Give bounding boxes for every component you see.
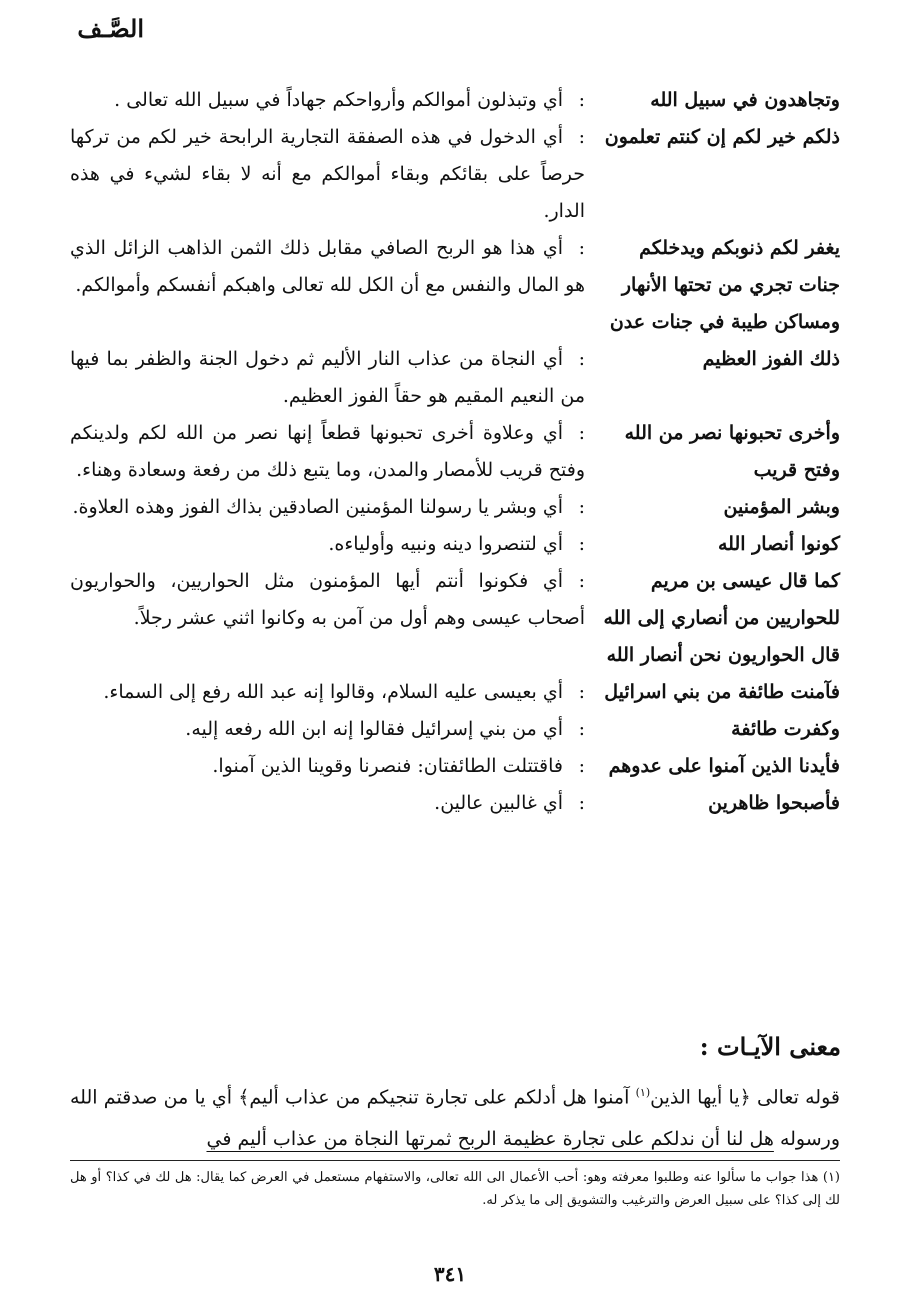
glossary-term-line: وفتح قريب <box>753 459 840 481</box>
glossary-term <box>585 230 840 341</box>
body-text-part-2: آمنوا هل أدلكم على تجارة تنجيكم من عذاب أليم﴾ أي يا من صدقتم الله ورسوله <box>70 1086 840 1151</box>
glossary-term <box>585 82 840 119</box>
glossary-term-line: فآمنت طائفة من بني اسرائيل <box>604 681 840 703</box>
glossary-entry <box>70 563 840 637</box>
glossary-term <box>585 489 840 526</box>
glossary-definition-text: أي غالبين عالين. <box>434 792 563 814</box>
glossary-definition <box>70 415 585 489</box>
glossary-definition <box>70 230 585 341</box>
glossary-entry <box>70 415 840 489</box>
glossary-term <box>585 415 840 489</box>
glossary-colon: : <box>578 237 585 259</box>
footnote-divider <box>70 1160 840 1161</box>
glossary-entry <box>70 785 840 822</box>
glossary-definition-text: أي بعيسى عليه السلام، وقالوا إنه عبد الله رفع إلى السماء. <box>103 681 563 703</box>
glossary-colon: : <box>578 681 585 703</box>
glossary-definition <box>70 748 585 785</box>
glossary-colon: : <box>578 126 585 148</box>
glossary-definition-text: أي فكونوا أنتم أيها المؤمنون مثل الحواريين، والحواريون أصحاب عيسى وهم أول من آمن به وكانوا اثني عشر رجلاً. <box>70 570 585 629</box>
glossary-definition-text: أي وتبذلون أموالكم وأرواحكم جهاداً في سبيل الله تعالى . <box>114 89 563 111</box>
glossary-entry <box>70 341 840 415</box>
glossary-definition <box>70 674 585 711</box>
glossary-colon: : <box>578 718 585 740</box>
glossary-definition-text: أي الدخول في هذه الصفقة التجارية الرابحة خير لكم من تركها حرصاً على بقائكم وبقاء أموالكم مع أنه لا بقاء لشيء في هذه الدار. <box>70 126 585 222</box>
glossary-colon: : <box>578 422 585 444</box>
footnote: (١) هذا جواب ما سألوا عنه وطلبوا معرفته وهو: أحب الأعمال الى الله تعالى، والاستفهام مستعمل في العرض كما يقال: هل لك في كذا؟ أو هل لك إلى كذا؟ على سبيل العرض والترغيب والتشويق إلى ما يذكر له. <box>70 1170 840 1208</box>
glossary-definition-text: أي من بني إسرائيل فقالوا إنه ابن الله رفعه إليه. <box>185 718 563 740</box>
glossary-entry <box>70 711 840 748</box>
body-paragraph <box>70 1072 840 1160</box>
glossary-definition <box>70 489 585 526</box>
glossary-definition-text: أي وعلاوة أخرى تحبونها قطعاً إنها نصر من الله لكم ولدينكم وفتح قريب للأمصار والمدن، وما يتبع ذلك من رفعة وسعادة وهناء. <box>70 422 585 481</box>
glossary-definition-text: أي النجاة من عذاب النار الأليم ثم دخول الجنة والظفر بما فيها من النعيم المقيم هو حقاً الفوز العظيم. <box>70 348 585 407</box>
glossary-definition <box>70 563 585 637</box>
glossary-definition-text: أي لتنصروا دينه ونبيه وأولياءه. <box>328 533 563 555</box>
glossary-term <box>585 785 840 822</box>
glossary-term-line: ومساكن طيبة في جنات عدن <box>609 311 840 333</box>
glossary-term <box>585 711 840 748</box>
glossary-definition <box>70 526 585 563</box>
glossary-term <box>585 748 840 785</box>
glossary-wide-line: قال الحواريون نحن أنصار الله <box>606 644 840 666</box>
glossary-colon: : <box>578 496 585 518</box>
glossary-term-line: ذلكم خير لكم إن كنتم تعلمون <box>604 126 840 148</box>
glossary-entry <box>70 674 840 711</box>
body-text-part-1: قوله تعالى ﴿يا أيها الذين <box>650 1086 840 1109</box>
glossary-colon: : <box>578 570 585 592</box>
page-header-title: الصَّـف <box>77 14 144 43</box>
glossary-definition <box>70 785 585 822</box>
footnote-marker: (١) <box>635 1086 651 1099</box>
glossary-entry <box>70 119 840 230</box>
glossary-definition <box>70 82 585 119</box>
glossary-entry <box>70 489 840 526</box>
glossary-colon: : <box>578 755 585 777</box>
glossary-definition-text: فاقتتلت الطائفتان: فنصرنا وقوينا الذين آمنوا. <box>212 755 563 777</box>
glossary-term <box>585 674 840 711</box>
glossary-term-line: للحواريين من أنصاري إلى الله <box>603 607 840 629</box>
glossary-term-line: فأيدنا الذين آمنوا على عدوهم <box>608 755 840 777</box>
glossary-term-line: وبشر المؤمنين <box>723 496 840 518</box>
glossary-term-line: وأخرى تحبونها نصر من الله <box>624 422 840 444</box>
glossary-term <box>585 563 840 637</box>
glossary-colon: : <box>578 348 585 370</box>
glossary-entry <box>70 526 840 563</box>
glossary-definition-text: أي وبشر يا رسولنا المؤمنين الصادقين بذاك الفوز وهذه العلاوة. <box>72 496 563 518</box>
glossary-colon: : <box>578 89 585 111</box>
glossary-term-line: كما قال عيسى بن مريم <box>650 570 840 592</box>
glossary-term-line: فأصبحوا ظاهرين <box>708 792 840 814</box>
glossary-part-1 <box>70 82 840 637</box>
glossary-term-line: كونوا أنصار الله <box>717 533 840 555</box>
glossary-colon: : <box>578 533 585 555</box>
glossary-colon: : <box>578 792 585 814</box>
glossary-definition <box>70 341 585 415</box>
glossary-term-line: يغفر لكم ذنوبكم ويدخلكم <box>639 237 840 259</box>
glossary-part-2 <box>70 674 840 822</box>
glossary-entry <box>70 748 840 785</box>
glossary-term <box>585 119 840 230</box>
glossary-term <box>585 341 840 415</box>
glossary-definition-text: أي هذا هو الربح الصافي مقابل ذلك الثمن الذاهب الزائل الذي هو المال والنفس مع أن الكل لله تعالى واهبكم أنفسكم وأموالكم. <box>70 237 585 296</box>
glossary-entry <box>70 82 840 119</box>
glossary-definition <box>70 119 585 230</box>
glossary <box>70 82 840 822</box>
glossary-term <box>585 526 840 563</box>
glossary-entry <box>70 230 840 341</box>
glossary-definition <box>70 711 585 748</box>
glossary-term-line: ذلك الفوز العظيم <box>702 348 840 370</box>
glossary-term-line: جنات تجري من تحتها الأنهار <box>621 274 840 296</box>
page-number: ٣٤١ <box>433 1262 467 1286</box>
section-title: معنى الآيـات : <box>699 1032 841 1061</box>
glossary-term-line: وتجاهدون في سبيل الله <box>650 89 840 111</box>
glossary-term-line: وكفرت طائفة <box>731 718 840 740</box>
body-text-underlined: هل لنا أن ندلكم على تجارة عظيمة الربح ثمرتها النجاة من عذاب أليم في <box>206 1128 774 1151</box>
